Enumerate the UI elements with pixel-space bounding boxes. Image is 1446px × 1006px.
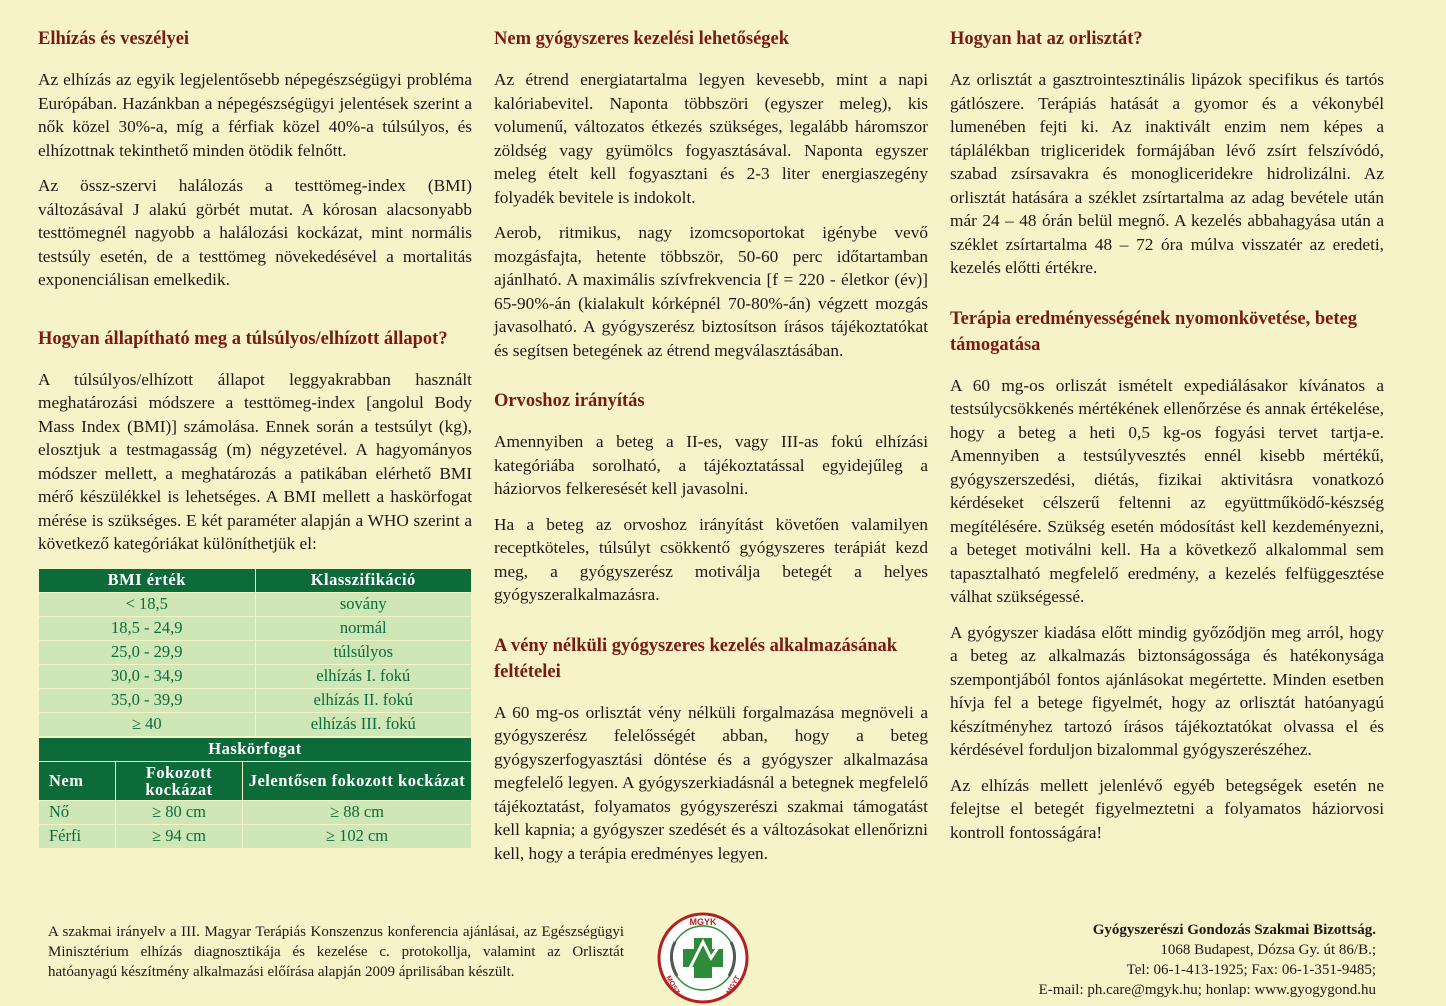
table-cell: elhízás III. fokú xyxy=(255,712,472,736)
table-header: Jelentősen fokozott kockázat xyxy=(243,761,472,800)
footer-contact xyxy=(896,920,1376,1000)
email-web: E-mail: ph.care@mgyk.hu; honlap: www.gyogygond.hu xyxy=(1038,982,1376,998)
table-row xyxy=(39,800,472,824)
table-cell: ≥ 40 xyxy=(39,712,256,736)
table-cell: 18,5 - 24,9 xyxy=(39,616,256,640)
table-cell: ≥ 94 cm xyxy=(116,824,243,848)
organization-name: Gyógyszerészi Gondozás Szakmai Bizottság. xyxy=(1092,922,1376,938)
bmi-table xyxy=(38,568,472,737)
heading-how-determine: Hogyan állapítható meg a túlsúlyos/elhízott állapot? xyxy=(38,328,448,349)
paragraph: A 60 mg-os orliszát ismételt expediálásakor kívánatos a testsúlycsökkenés mértékének ellenőrzése és annak értékelése, hogy a beteg a heti 0,5 kg-os fogyási tervet tartja-e. Amennyiben a testsúlyvesztés ennél kisebb mértékű, gyógyszerszedési, diétás, fizikai aktivitásra vonatkozó kérdéseket célszerű feltenni az együttműködő-készség megítélésére. Szükség esetén módosítást kell kezdeményezni, a beteget motiválni kell. Ha a következő alkalommal sem tapasztalható megfelelő eredmény, a kezelés felfüggesztése válhat szükségessé. xyxy=(950,375,1384,606)
paragraph: Ha a beteg az orvoshoz irányítást követően valamilyen receptköteles, túlsúlyt csökkentő gyógyszeres terápiát kezd meg, a gyógyszerész motiválja betegét a helyes gyógyszeralkalmazásra. xyxy=(494,514,928,604)
table-cell: normál xyxy=(255,616,472,640)
table-cell: ≥ 88 cm xyxy=(243,800,472,824)
table-section-header: Haskörfogat xyxy=(39,737,472,761)
column-2 xyxy=(494,26,928,877)
paragraph: Az orlisztát a gasztrointesztinális lipázok specifikus és tartós gátlószere. Terápiás hatását a gyomor és a vékonybél lumenében fejti ki. Az inaktivált enzim nem képes a táplálékban trigliceridek formájában lévő zsírt felszívódó, szabad zsírsavakra és monogliceridekre hidrolizálni. Az orlisztát hatására a széklet zsírtartalma az adag bevétele után már 24 – 48 órán belül megnő. A kezelés abbahagyása után a széklet zsírtartalma 48 – 72 óra múlva visszatér az eredeti, kezelés előtti értékre. xyxy=(950,70,1384,277)
table-header: Fokozott kockázat xyxy=(116,761,243,800)
table-row xyxy=(39,688,472,712)
table-row xyxy=(39,712,472,736)
table-row xyxy=(39,664,472,688)
waist-table xyxy=(38,737,472,849)
heading-referral: Orvoshoz irányítás xyxy=(494,391,645,411)
paragraph: A túlsúlyos/elhízott állapot leggyakrabban használt meghatározási módszere a testtömeg-index [angolul Body Mass Index (BMI)] számolása. Ennek során a testsúlyt (kg), elosztjuk a testmagasság (m) négyzetével. A hagyományos módszer mellett, a meghatározás a patikában elérhető BMI mérő készülékkel is lehetséges. A BMI mellett a haskörfogat mérése is szükséges. E két paraméter alapján a WHO szerint a következő kategóriákat különíthetjük el: xyxy=(38,369,472,553)
table-cell: < 18,5 xyxy=(39,592,256,616)
paragraph: Amennyiben a beteg a II-es, vagy III-as fokú elhízási kategóriába sorolható, a tájékoztatással egyidejűleg a háziorvos felkeresését kell javasolni. xyxy=(494,432,928,498)
heading-non-drug: Nem gyógyszeres kezelési lehetőségek xyxy=(494,29,790,49)
table-cell: 25,0 - 29,9 xyxy=(39,640,256,664)
table-cell: ≥ 80 cm xyxy=(116,800,243,824)
table-row xyxy=(39,592,472,616)
heading-obesity: Elhízás és veszélyei xyxy=(38,29,190,49)
table-cell: Nő xyxy=(39,800,116,824)
address: 1068 Budapest, Dózsa Gy. út 86/B.; xyxy=(1160,942,1376,958)
footer-source-note: A szakmai irányelv a III. Magyar Terápiás Konszenzus konferencia ajánlásai, az Egészségügyi Minisztérium elhízás diagnosztikája és kezelése c. protokollja, valamint az Orlisztát hatóanyagú készítmény alkalmazási előírása alapján 2009 áprilisában készült. xyxy=(48,924,624,980)
paragraph: A gyógyszer kiadása előtt mindig győződjön meg arról, hogy a beteg az alkalmazás biztonságossága és hatékonysága szempontjából fontos ajánlásokat megértette. Minden esetben hívja fel a betege figyelmét, hogy az orlisztát hatóanyagú készítményhez tartozó írásos tájékoztatókat olvassa el és kérdésével forduljon bizalommal gyógyszerészéhez. xyxy=(950,622,1384,759)
heading-otc-conditions: A vény nélküli gyógyszeres kezelés alkalmazásának feltételei xyxy=(494,635,898,682)
table-header: Nem xyxy=(39,761,116,800)
logo-text-top: MGYK xyxy=(689,917,717,927)
paragraph: Az elhízás mellett jelenlévő egyéb betegségek esetén ne felejtse el betegét figyelmeztetni a folyamatos háziorvosi kontroll fontosságára! xyxy=(950,775,1384,842)
logo-text-left: MOSZ xyxy=(664,974,681,996)
paragraph: Aerob, ritmikus, nagy izomcsoportokat igénybe vevő mozgásfajta, hetente többször, 50-60 perc időtartamban ajánlható. A maximális szívfrekvencia [f = 220 - életkor (év)] 65-90%-án (kialakult kórképnél 70-80%-án) végzett mozgás javasolható. A gyógyszerész biztosítson írásos tájékoztatókat és segítsen betegének az étrend megválasztásában. xyxy=(494,223,928,360)
paragraph: Az elhízás az egyik legjelentősebb népegészségügyi probléma Európában. Hazánkban a népegészségügyi jelentések szerint a nők közel 30%-a, míg a férfiak közel 40%-a túlsúlyos, és elhízottnak tekinthető minden ötödik felnőtt. xyxy=(38,70,472,160)
table-row xyxy=(39,824,472,848)
table-cell: elhízás II. fokú xyxy=(255,688,472,712)
phone-fax: Tel: 06-1-413-1925; Fax: 06-1-351-9485; xyxy=(1126,962,1376,978)
heading-therapy-monitoring: Terápia eredményességének nyomonkövetése, beteg támogatása xyxy=(950,308,1357,355)
table-cell: 30,0 - 34,9 xyxy=(39,664,256,688)
table-row xyxy=(39,640,472,664)
column-3 xyxy=(950,26,1384,856)
table-header: BMI érték xyxy=(39,568,256,592)
table-row xyxy=(39,616,472,640)
table-cell: 35,0 - 39,9 xyxy=(39,688,256,712)
table-cell: sovány xyxy=(255,592,472,616)
mgyk-logo-icon xyxy=(657,912,749,1004)
table-cell: ≥ 102 cm xyxy=(243,824,472,848)
paragraph: Az össz-szervi halálozás a testtömeg-index (BMI) változásával J alakú görbét mutat. A kórosan alacsonyabb testtömegnél nagyobb a halálozási kockázat, mint normális testsúly esetén, de a testtömeg növekedésével a mortalitás exponenciálisan emelkedik. xyxy=(38,176,472,289)
table-cell: elhízás I. fokú xyxy=(255,664,472,688)
logo-text-right: MGYT xyxy=(725,974,742,996)
column-1 xyxy=(38,26,472,849)
table-header: Klasszifikáció xyxy=(255,568,472,592)
table-cell: Férfi xyxy=(39,824,116,848)
heading-orlistat-action: Hogyan hat az orlisztát? xyxy=(950,29,1143,49)
paragraph: Az étrend energiatartalma legyen kevesebb, mint a napi kalóriabevitel. Naponta többszöri (egyszer meleg), kis volumenű, változatos étkezés szükséges, legalább háromszor zöldség vagy gyümölcs fogyasztásával. Naponta egyszer meleg ételt kell fogyasztani és 2-3 liter energiaszegény folyadék bevitele is indokolt. xyxy=(494,70,928,207)
table-cell: túlsúlyos xyxy=(255,640,472,664)
paragraph: A 60 mg-os orlisztát vény nélküli forgalmazása megnöveli a gyógyszerész felelősségét abban, hogy a beteg gyógyszerfogyasztási döntése és a gyógyszer alkalmazása megfelelő legyen. A gyógyszerkiadásnál a betegnek megfelelő tájékoztatást, folyamatos gyógyszerészi szakmai támogatást kell kapnia; a gyógyszer szedését és a változásokat ellenőrizni kell, hogy a terápia eredményes legyen. xyxy=(494,702,928,863)
